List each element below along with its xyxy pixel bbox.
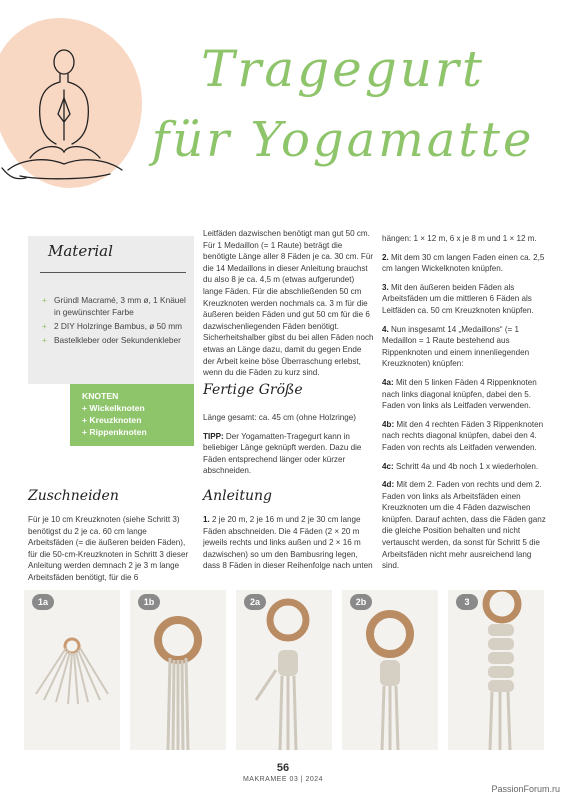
step: 4c: Schritt 4a und 4b noch 1 x wiederholen.	[382, 461, 539, 471]
knots-box	[70, 384, 194, 446]
knots-heading: KNOTEN	[82, 391, 119, 401]
zuschneiden-text: Für je 10 cm Kreuzknoten (siehe Schritt 3) benötigst du 2 je ca. 60 cm lange Arbeitsfäden (= die äußeren beiden Fäden), für die 50-cm-Kreuzknoten in Schritt 3 dieser Anleitung werden demnach 2 je 3 m lange Arbeitsfäden benötigt, für die 6	[28, 515, 189, 582]
step: 4d: Mit dem 2. Faden von rechts und dem 2. Faden von links als Arbeitsfäden einen Kreuzknoten um die 4 Fäden dazwischen knüpfen. Darauf achten, dass die Fäden ganz die gleiche Position behalten und nicht vertauscht werden, da sonst für Schritt 5 die Arbeitsfäden nicht mehr ausreichend lang sind.	[382, 480, 546, 571]
photo-step-2a	[236, 590, 332, 750]
page-title-line2: für Yogamatte	[151, 112, 535, 168]
material-list	[42, 294, 192, 348]
zuschneiden-heading: Zuschneiden	[28, 488, 119, 504]
right-intro: hängen: 1 × 12 m, 6 x je 8 m und 1 × 12 m.	[382, 234, 537, 243]
watermark: PassionForum.ru	[491, 784, 560, 794]
mid-column	[203, 228, 375, 386]
step-badge: 1a	[32, 594, 54, 610]
step: 4a: Mit den 5 linken Fäden 4 Rippenknoten nach links diagonal knüpfen, dabei den 5. Faden von links als Leitfaden verwenden.	[382, 377, 537, 411]
step: 2. Mit dem 30 cm langen Faden einen ca. 2,5 cm langen Wickelknoten knüpfen.	[382, 252, 545, 274]
photo-strip	[24, 590, 548, 755]
knot-item: + Rippenknoten	[82, 427, 147, 437]
knot-item: + Wickelknoten	[82, 403, 145, 413]
photo-step-1b	[130, 590, 226, 750]
step: 4b: Mit den 4 rechten Fäden 3 Rippenknoten nach rechts diagonal knüpfen, dabei den 4. Faden von rechts als Leitfaden verwenden.	[382, 419, 544, 452]
page-number: 56	[276, 762, 290, 774]
macrame-photo-3	[448, 590, 544, 750]
macrame-photo-2a	[236, 590, 332, 750]
macrame-photo-1a	[24, 590, 120, 750]
step: 4. Nun insgesamt 14 „Medaillons“ (= 1 Medaillon = 1 Raute bestehend aus Rippenknoten und einem innenliegenden Kreuzknoten) knüpfen:	[382, 324, 530, 369]
size-heading: Fertige Größe	[203, 382, 303, 398]
photo-step-3	[448, 590, 544, 750]
anleitung-heading: Anleitung	[203, 488, 272, 504]
material-item: + Gründl Macramé, 3 mm ø, 1 Knäuel in gewünschter Farbe	[42, 294, 192, 318]
step-badge: 3	[456, 594, 478, 610]
mid-text: Leitfäden dazwischen benötigt man gut 50 cm. Für 1 Medaillon (= 1 Raute) beträgt die benötigte Länge aller 8 Fäden je ca. 30 cm. Für die 14 Medaillons in dieser Anleitung brauchst du also 8 je ca. 4,5 m (etwas aufgerundet) lange Fäden. Für die abschließenden 50 cm Kreuzknoten werden nochmals ca. 3 m für die äußeren beiden Fäden und gut 50 cm für die 6 dazwischenliegenden Fäden benötigt. Sicherheitshalber gibst du bei allen Fäden noch etwas an Länge dazu, damit du gegen Ende der Arbeit keine böse Überraschung erlebst, wenn du die Fäden zu kurz sind.	[203, 229, 374, 378]
knot-item: + Kreuzknoten	[82, 415, 142, 425]
size-text: Länge gesamt: ca. 45 cm (ohne Holzringe)	[203, 413, 356, 422]
size-block	[203, 412, 375, 484]
material-heading: Material	[48, 242, 113, 260]
tip-text: TIPP: Der Yogamatten-Tragegurt kann in beliebiger Länge geknüpft werden. Dazu die Fäden entsprechend länger oder kürzer abschneiden.	[203, 431, 362, 476]
page-title-line1: Tragegurt	[201, 40, 485, 98]
material-underline	[40, 272, 186, 273]
step-1: 1. 2 je 20 m, 2 je 16 m und 2 je 30 cm lange Fäden abschneiden. Die 4 Fäden (2 × 20 m jeweils rechts und links außen und 2 × 16 m dazwischen) so um den Bambusring legen, dass 8 Fäden in dieser Reihenfolge nach unten	[203, 515, 373, 571]
macrame-photo-2b	[342, 590, 438, 750]
step-badge: 2a	[244, 594, 266, 610]
magazine-issue: MAKRAMEE 03 | 2024	[242, 776, 324, 783]
yoga-figure-illustration	[0, 40, 130, 190]
step-badge: 1b	[138, 594, 160, 610]
photo-step-1a	[24, 590, 120, 750]
material-item: + Bastelkleber oder Sekundenkleber	[42, 334, 192, 346]
step: 3. Mit den äußeren beiden Fäden als Arbeitsfäden um die mittleren 6 Fäden als Leitfäden ca. 50 cm Kreuzknoten knüpfen.	[382, 282, 534, 315]
right-column	[382, 233, 546, 579]
macrame-photo-1b	[130, 590, 226, 750]
photo-step-2b	[342, 590, 438, 750]
material-item: + 2 DIY Holzringe Bambus, ø 50 mm	[42, 320, 192, 332]
step-badge: 2b	[350, 594, 372, 610]
step1-block	[203, 514, 375, 579]
